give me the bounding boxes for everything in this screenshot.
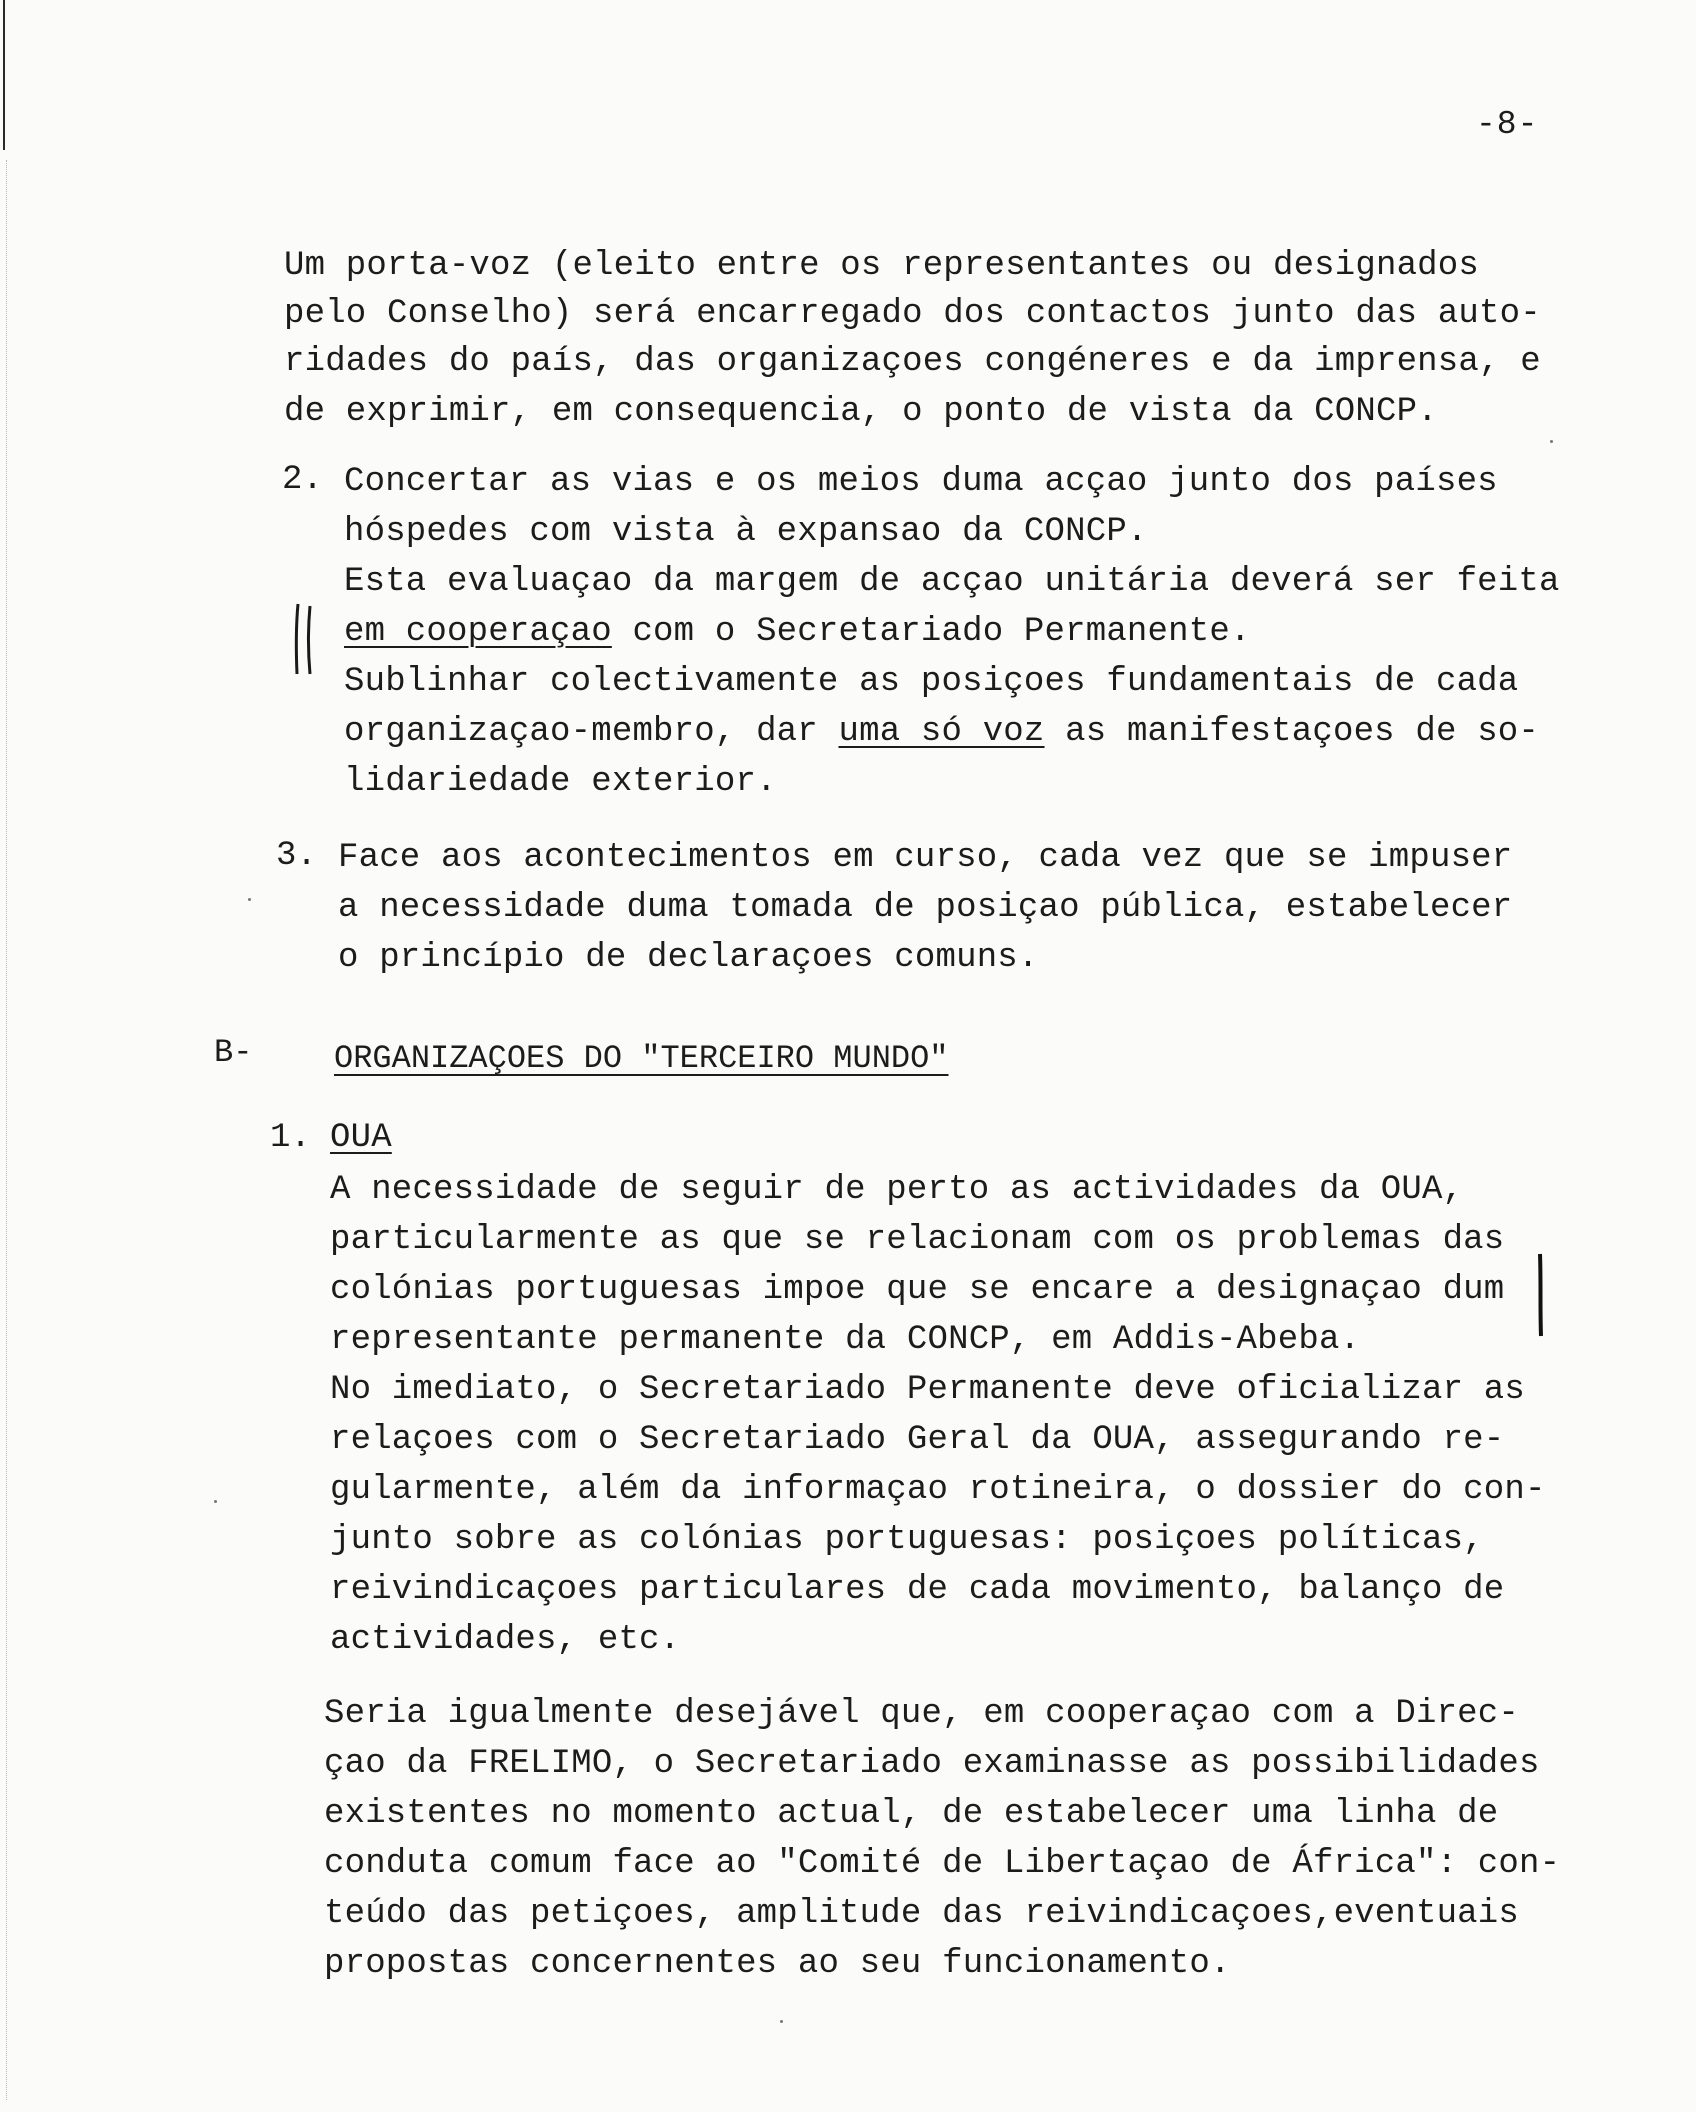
- scan-speck: [248, 898, 251, 901]
- text-line: reivindicaçoes particulares de cada movimento, balanço de: [330, 1571, 1505, 1609]
- item-title: OUA: [330, 1119, 392, 1157]
- text-line: Esta evaluaçao da margem de acçao unitária deverá ser feita: [344, 563, 1560, 601]
- text-segment: as manifestaçoes de so-: [1044, 713, 1540, 751]
- text-line: Seria igualmente desejável que, em cooperaçao com a Direc-: [324, 1695, 1519, 1733]
- text-line: de exprimir, em consequencia, o ponto de vista da CONCP.: [284, 393, 1438, 431]
- text-line: conduta comum face ao "Comité de Libertaçao de África": con-: [324, 1845, 1561, 1883]
- text-line: pelo Conselho) será encarregado dos contactos junto das auto-: [284, 295, 1541, 333]
- scan-speck: [214, 1500, 217, 1503]
- text-line: çao da FRELIMO, o Secretariado examinasse as possibilidades: [324, 1745, 1540, 1783]
- text-line: teúdo das petiçoes, amplitude das reivindicaçoes,eventuais: [324, 1895, 1519, 1933]
- text-line: Concertar as vias e os meios duma acçao junto dos países: [344, 463, 1498, 501]
- text-line: propostas concernentes ao seu funcionamento.: [324, 1945, 1231, 1983]
- text-line: Sublinhar colectivamente as posiçoes fundamentais de cada: [344, 663, 1519, 701]
- text-segment: com o Secretariado Permanente.: [611, 613, 1251, 651]
- text-line: [344, 712, 1539, 752]
- text-line: existentes no momento actual, de estabelecer uma linha de: [324, 1795, 1499, 1833]
- text-line: representante permanente da CONCP, em Addis-Abeba.: [330, 1321, 1361, 1359]
- text-line: hóspedes com vista à expansao da CONCP.: [344, 513, 1148, 551]
- text-line: No imediato, o Secretariado Permanente deve oficializar as: [330, 1371, 1525, 1409]
- text-line: [344, 612, 1251, 652]
- text-line: ridades do país, das organizaçoes congéneres e da imprensa, e: [284, 343, 1541, 381]
- text-line: junto sobre as colónias portuguesas: posiçoes políticas,: [330, 1521, 1484, 1559]
- text-line: gularmente, além da informaçao rotineira, o dossier do con-: [330, 1471, 1546, 1509]
- section-label: B-: [214, 1034, 253, 1071]
- handwritten-vertical-bar-mark: [1532, 1250, 1548, 1340]
- page-number: -8-: [1476, 106, 1539, 143]
- section-heading: ORGANIZAÇOES DO "TERCEIRO MUNDO": [334, 1040, 949, 1077]
- text-line: Um porta-voz (eleito entre os representantes ou designados: [284, 247, 1479, 285]
- text-line: A necessidade de seguir de perto as actividades da OUA,: [330, 1171, 1464, 1209]
- item-number: 1.: [270, 1119, 311, 1157]
- text-line: o princípio de declaraçoes comuns.: [338, 939, 1039, 977]
- text-line: a necessidade duma tomada de posiçao pública, estabelecer: [338, 889, 1513, 927]
- text-line: colónias portuguesas impoe que se encare a designaçao dum: [330, 1271, 1505, 1309]
- text-segment: organizaçao-membro, dar: [344, 713, 839, 751]
- text-line: Face aos acontecimentos em curso, cada vez que se impuser: [338, 839, 1513, 877]
- binding-edge-line: [3, 0, 5, 150]
- item-number: 2.: [282, 461, 323, 499]
- text-line: actividades, etc.: [330, 1621, 681, 1659]
- text-line: lidariedade exterior.: [344, 763, 777, 801]
- text-line: relaçoes com o Secretariado Geral da OUA, assegurando re-: [330, 1421, 1505, 1459]
- item-number: 3.: [276, 837, 317, 875]
- binding-edge-dots: [6, 160, 8, 2100]
- handwritten-double-bar-mark: [290, 600, 320, 680]
- scan-speck: [780, 2020, 783, 2023]
- underlined-phrase: em cooperaçao: [344, 613, 612, 651]
- text-line: particularmente as que se relacionam com os problemas das: [330, 1221, 1505, 1259]
- underlined-phrase: uma só voz: [838, 713, 1045, 751]
- scan-speck: [1550, 440, 1553, 443]
